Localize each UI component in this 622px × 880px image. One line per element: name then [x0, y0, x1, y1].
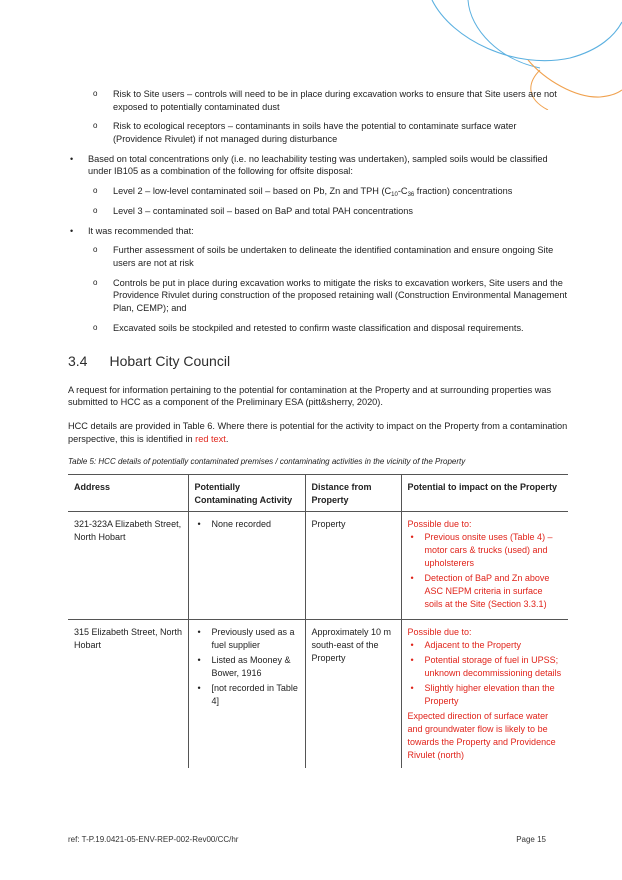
circle-bullet-icon: o	[93, 89, 98, 98]
cell-address: 315 Elizabeth Street, North Hobart	[74, 627, 183, 651]
list-item	[68, 185, 568, 198]
impact-outro: Expected direction of surface water and groundwater flow is likely to be towards the Property and Providence Rivulet (north)	[407, 711, 556, 761]
hcc-details-table	[68, 474, 568, 768]
red-text-label: red text	[195, 433, 226, 444]
impact-item: • Previous onsite uses (Table 4) – motor cars & trucks (used) and upholsterers	[408, 531, 564, 570]
list-item	[68, 225, 568, 238]
impact-item: • Potential storage of fuel in UPSS; unknown decommissioning details	[408, 654, 564, 680]
cell-impact	[401, 511, 568, 619]
header-distance: Distance from Property	[305, 475, 401, 511]
section-title: Hobart City Council	[109, 353, 231, 370]
bullet-text: It was recommended that:	[88, 225, 194, 236]
header-address: Address	[68, 475, 188, 511]
bullet-text: Risk to ecological receptors – contaminants in soils have the potential to contaminate surface water (Providence Rivulet) if not managed during disturbance	[113, 121, 517, 145]
bullet-icon: •	[70, 153, 74, 164]
bullet-icon: •	[70, 225, 74, 236]
list-item	[68, 205, 568, 218]
bullet-text: Excavated soils be stockpiled and retested to confirm waste classification and disposal requirements.	[113, 322, 524, 333]
paragraph: HCC details are provided in Table 6. Where there is potential for the activity to impact on the Property from a contamination perspective, this is identified in red text.	[68, 421, 568, 444]
circle-bullet-icon: o	[93, 186, 98, 196]
cell-distance: Property	[305, 511, 401, 619]
bullet-text: Controls be put in place during excavation works to mitigate the risks to excavation workers, Site users and the Providence Rivulet during construction of the proposed retaining wall (Construction Environmental Management Plan, CEMP); and	[113, 277, 568, 313]
list-item	[68, 322, 568, 335]
impact-item: • Adjacent to the Property	[408, 639, 564, 652]
table-row	[68, 620, 568, 769]
activity-item: • [not recorded in Table 4]	[195, 682, 300, 708]
activity-item: • Listed as Mooney & Bower, 1916	[195, 654, 300, 680]
list-item	[68, 153, 568, 178]
list-item	[68, 120, 568, 145]
bullet-text: Based on total concentrations only (i.e. no leachability testing was undertaken), sampled soils would be classified under IB105 as a combination of the following for offsite disposal:	[88, 153, 548, 177]
section-heading	[68, 352, 568, 371]
section-number: 3.4	[68, 353, 88, 370]
bullet-text: Further assessment of soils be undertaken to delineate the identified contamination and ensure ongoing Site users are not at risk	[113, 245, 554, 268]
paragraph: A request for information pertaining to the potential for contamination at the Property and at surrounding properties was submitted to HCC as a component of the Preliminary ESA (pitt&sherry, 2020).	[68, 384, 552, 408]
list-item	[68, 277, 568, 315]
header-impact: Potential to impact on the Property	[401, 475, 568, 511]
impact-intro: Possible due to:	[407, 518, 472, 529]
page-footer	[68, 834, 546, 845]
cell-activity	[188, 620, 305, 769]
list-item	[68, 88, 568, 113]
header-activity: Potentially Contaminating Activity	[188, 475, 305, 511]
page-number: Page 15	[516, 835, 546, 844]
impact-item: • Detection of BaP and Zn above ASC NEPM criteria in surface soils at the Site (Section 3.3.1)	[408, 572, 564, 611]
cell-activity	[188, 511, 305, 619]
bullet-text: Level 3 – contaminated soil – based on BaP and total PAH concentrations	[113, 205, 413, 216]
bullet-text: Level 2 – low-level contaminated soil – based on Pb, Zn and TPH ($C_{10}-C_{36}$ fraction) concentrations	[113, 186, 513, 199]
circle-bullet-icon: o	[93, 277, 98, 287]
impact-item: • Slightly higher elevation than the Property	[408, 682, 564, 708]
circle-bullet-icon: o	[93, 121, 98, 131]
main-content	[68, 88, 568, 768]
bullet-text: Risk to Site users – controls will need to be in place during excavation works to ensure that Site users are not exposed to potentially contaminated dust	[113, 89, 557, 112]
cell-address: 321-323A Elizabeth Street, North Hobart	[68, 511, 188, 619]
table-caption: Table 5: HCC details of potentially contaminated premises / contaminating activities in the vicinity of the Property	[68, 457, 466, 467]
impact-intro: Possible due to:	[407, 627, 472, 638]
cell-impact	[401, 620, 568, 769]
circle-bullet-icon: o	[93, 322, 98, 332]
activity-item: • Previously used as a fuel supplier	[195, 626, 300, 652]
cell-distance: Approximately 10 m south-east of the Property	[305, 620, 401, 769]
circle-bullet-icon: o	[93, 205, 98, 215]
list-item	[68, 244, 568, 269]
table-row	[68, 511, 568, 619]
circle-bullet-icon: o	[93, 245, 98, 255]
activity-item: • None recorded	[195, 518, 300, 531]
table-header-row	[68, 475, 568, 511]
document-reference: ref: T-P.19.0421-05-ENV-REP-002-Rev00/CC/hr	[68, 835, 239, 844]
